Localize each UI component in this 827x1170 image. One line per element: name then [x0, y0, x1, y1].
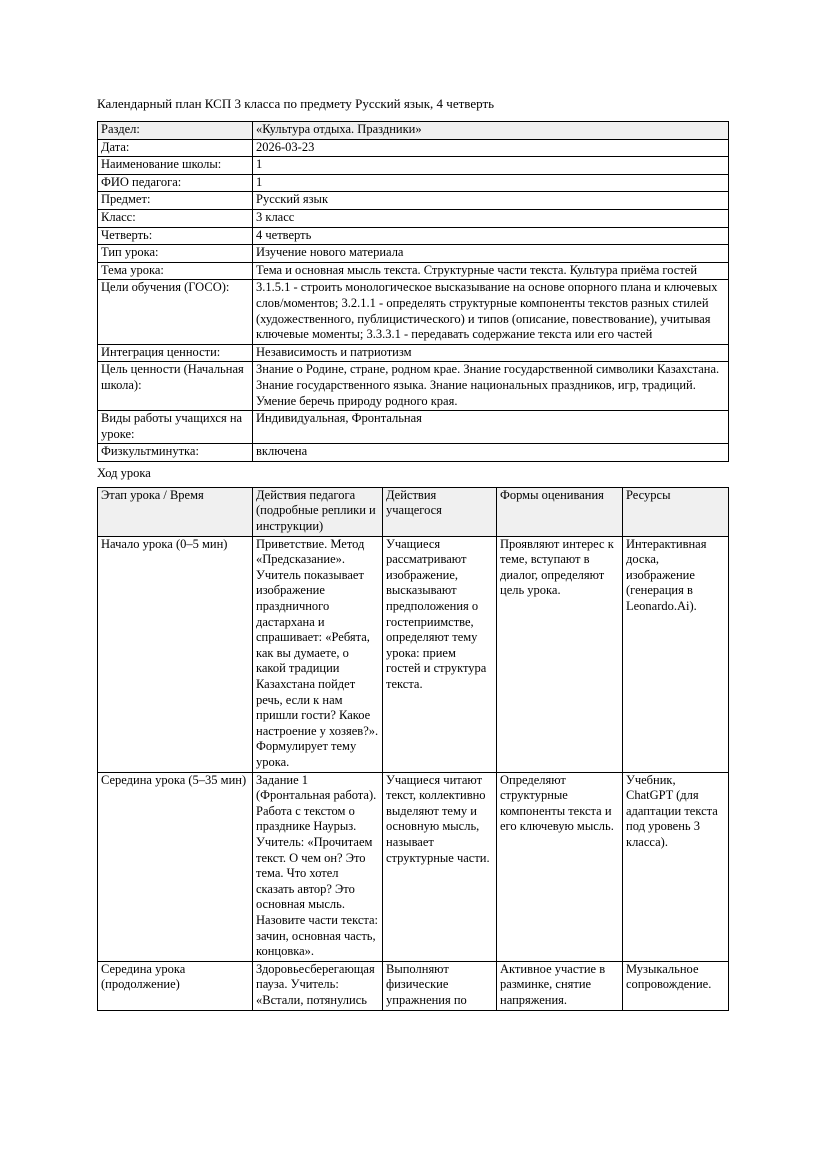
info-label: Интеграция ценности: [98, 344, 253, 362]
info-label: Наименование школы: [98, 157, 253, 175]
lesson-stage-row [98, 536, 729, 772]
assessment-cell: Проявляют интерес к теме, вступают в диалог, определяют цель урока. [497, 536, 623, 772]
column-header-student-actions: Действия учащегося [383, 487, 497, 536]
resources-cell: Музыкальное сопровождение. [623, 961, 729, 1010]
info-value: Знание о Родине, стране, родном крае. Знание государственной символики Казахстана. Знание государственного языка. Знание национальных праздников, игр, традиций. Умение беречь природу родного края. [253, 362, 729, 411]
info-label: Раздел: [98, 122, 253, 140]
info-row [98, 362, 729, 411]
info-label: Четверть: [98, 227, 253, 245]
column-header-stage: Этап урока / Время [98, 487, 253, 536]
info-value: 1 [253, 174, 729, 192]
resources-cell: Учебник, ChatGPT (для адаптации текста под уровень 3 класса). [623, 772, 729, 961]
assessment-cell: Активное участие в разминке, снятие напряжения. [497, 961, 623, 1010]
info-value: 3.1.5.1 - строить монологическое высказывание на основе опорного плана и ключевых слов/моментов; 3.2.1.1 - определять структурные компоненты текстов разных стилей (художественного, публицистического) и типов (описание, повествование), учитывая ключевые моменты; 3.3.3.1 - передавать содержание текста или его частей [253, 280, 729, 344]
lesson-stage-row [98, 961, 729, 1010]
column-header-teacher-actions: Действия педагога (подробные реплики и инструкции) [253, 487, 383, 536]
lesson-info-table [97, 121, 729, 462]
stage-cell: Середина урока (продолжение) [98, 961, 253, 1010]
info-value: Независимость и патриотизм [253, 344, 729, 362]
info-row [98, 444, 729, 462]
info-value: Русский язык [253, 192, 729, 210]
resources-cell: Интерактивная доска, изображение (генерация в Leonardo.Ai). [623, 536, 729, 772]
info-label: Предмет: [98, 192, 253, 210]
info-value: Изучение нового материала [253, 245, 729, 263]
info-value: 4 четверть [253, 227, 729, 245]
info-value: Индивидуальная, Фронтальная [253, 411, 729, 444]
lesson-stage-row [98, 772, 729, 961]
info-label: Физкультминутка: [98, 444, 253, 462]
document-page [97, 96, 728, 1011]
column-header-assessment: Формы оценивания [497, 487, 623, 536]
student-actions-cell: Учащиеся рассматривают изображение, высказывают предположения о гостеприимстве, определяют тему урока: прием гостей и структура текста. [383, 536, 497, 772]
info-row [98, 139, 729, 157]
info-value: 3 класс [253, 209, 729, 227]
info-value: 1 [253, 157, 729, 175]
info-label: ФИО педагога: [98, 174, 253, 192]
teacher-actions-cell: Здоровьесберегающая пауза. Учитель: «Встали, потянулись [253, 961, 383, 1010]
lesson-table-header-row [98, 487, 729, 536]
lesson-flow-table [97, 487, 729, 1011]
assessment-cell: Определяют структурные компоненты текста и его ключевую мысль. [497, 772, 623, 961]
column-header-resources: Ресурсы [623, 487, 729, 536]
section-heading-hod-uroka: Ход урока [97, 465, 151, 480]
info-label: Класс: [98, 209, 253, 227]
document-title: Календарный план КСП 3 класса по предмету Русский язык, 4 четверть [97, 96, 495, 111]
info-row [98, 227, 729, 245]
info-row [98, 157, 729, 175]
info-row [98, 245, 729, 263]
info-label: Цель ценности (Начальная школа): [98, 362, 253, 411]
teacher-actions-cell: Приветствие. Метод «Предсказание». Учитель показывает изображение праздничного дастархана и спрашивает: «Ребята, как вы думаете, о какой традиции Казахстана пойдет речь, если к нам пришли гости? Какое настроение у хозяев?». Формулирует тему урока. [253, 536, 383, 772]
info-value: «Культура отдыха. Праздники» [253, 122, 729, 140]
teacher-actions-cell: Задание 1 (Фронтальная работа). Работа с текстом о празднике Наурыз. Учитель: «Прочитаем текст. О чем он? Это тема. Что хотел сказать автор? Это основная мысль. Назовите части текста: зачин, основная часть, концовка». [253, 772, 383, 961]
info-row [98, 280, 729, 344]
info-row [98, 344, 729, 362]
info-label: Тип урока: [98, 245, 253, 263]
info-label: Цели обучения (ГОСО): [98, 280, 253, 344]
info-value: Тема и основная мысль текста. Структурные части текста. Культура приёма гостей [253, 262, 729, 280]
info-row [98, 262, 729, 280]
info-row [98, 411, 729, 444]
info-row [98, 209, 729, 227]
info-row [98, 174, 729, 192]
info-label: Виды работы учащихся на уроке: [98, 411, 253, 444]
stage-cell: Начало урока (0–5 мин) [98, 536, 253, 772]
info-row [98, 122, 729, 140]
info-label: Тема урока: [98, 262, 253, 280]
student-actions-cell: Учащиеся читают текст, коллективно выделяют тему и основную мысль, называет структурные части. [383, 772, 497, 961]
info-row [98, 192, 729, 210]
info-value: включена [253, 444, 729, 462]
info-value: 2026-03-23 [253, 139, 729, 157]
info-label: Дата: [98, 139, 253, 157]
student-actions-cell: Выполняют физические упражнения по [383, 961, 497, 1010]
stage-cell: Середина урока (5–35 мин) [98, 772, 253, 961]
